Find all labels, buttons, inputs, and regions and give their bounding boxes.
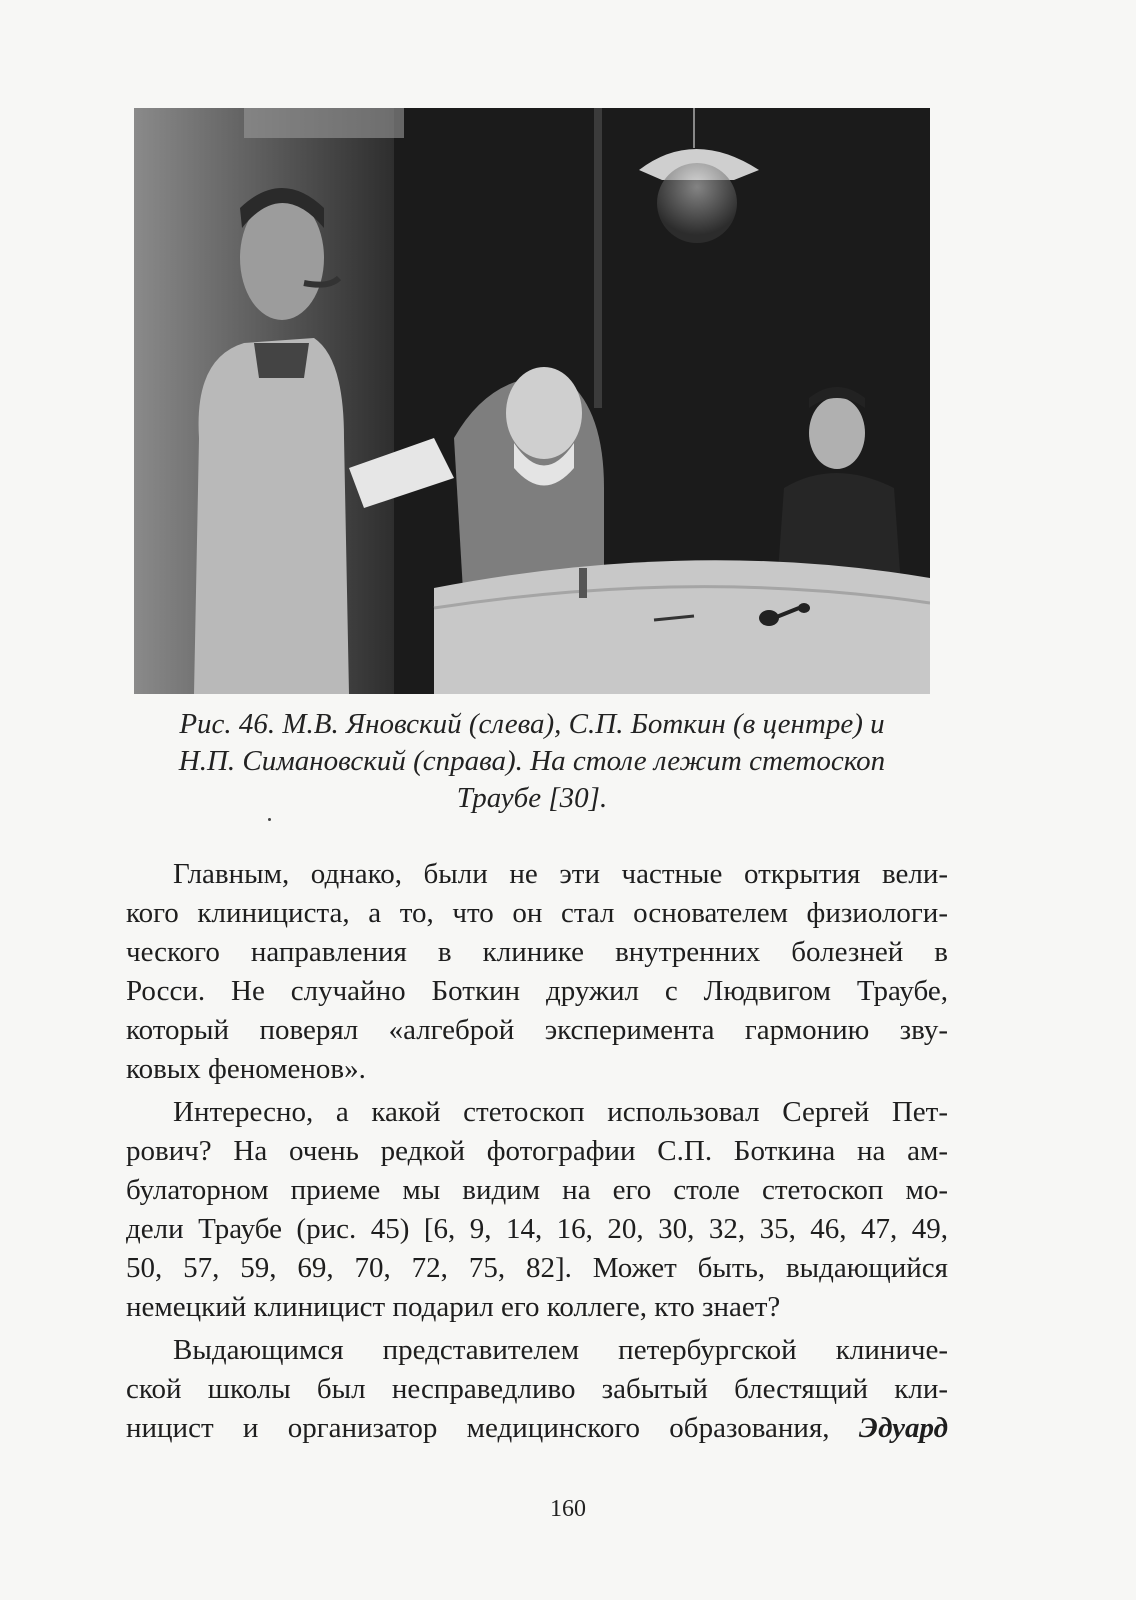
text-line: кого клинициста, а то, что он стал основателем физиологи- (126, 897, 948, 929)
caption-line: Траубе [30]. (456, 782, 608, 814)
caption-line: Рис. 46. М.В. Яновский (слева), С.П. Боткин (в центре) и (179, 708, 885, 740)
text-line: булаторном приеме мы видим на его столе стетоскоп мо- (126, 1174, 948, 1206)
text-line: ковых феноменов». (126, 1053, 366, 1085)
paragraph (126, 1093, 948, 1327)
emphasized-name: Эдуард (858, 1412, 949, 1444)
speck (268, 818, 271, 821)
text-line: ской школы был несправедливо забытый блестящий кли- (126, 1373, 948, 1405)
text-line: 50, 57, 59, 69, 70, 72, 75, 82]. Может быть, выдающийся (126, 1252, 948, 1284)
text-line: Росси. Не случайно Боткин дружил с Людвигом Траубе, (126, 975, 948, 1007)
body-text (126, 855, 948, 1452)
paragraph (126, 1331, 948, 1448)
text-line: который поверял «алгеброй эксперимента гармонию зву- (126, 1014, 948, 1046)
paragraph (126, 855, 948, 1089)
text-line: ческого направления в клинике внутренних болезней в (126, 936, 948, 968)
text-line: Выдающимся представителем петербургской клиниче- (173, 1334, 948, 1366)
text-line: немецкий клиницист подарил его коллеге, кто знает? (126, 1291, 781, 1323)
text-line: дели Траубе (рис. 45) [6, 9, 14, 16, 20, 30, 32, 35, 46, 47, 49, (126, 1213, 948, 1245)
historical-photograph (134, 108, 930, 694)
page-number: 160 (550, 1496, 586, 1522)
caption-line: Н.П. Симановский (справа). На столе лежит стетоскоп (178, 745, 886, 777)
photo-illustration (134, 108, 930, 694)
text-line: рович? На очень редкой фотографии С.П. Боткина на ам- (126, 1135, 948, 1167)
figure-caption (134, 706, 930, 817)
text-line: Интересно, а какой стетоскоп использовал Сергей Пет- (173, 1096, 948, 1128)
text-line-last (126, 1409, 948, 1448)
text-fragment: ницист и организатор медицинского образования, (126, 1412, 830, 1444)
text-line: Главным, однако, были не эти частные открытия вели- (173, 858, 948, 890)
